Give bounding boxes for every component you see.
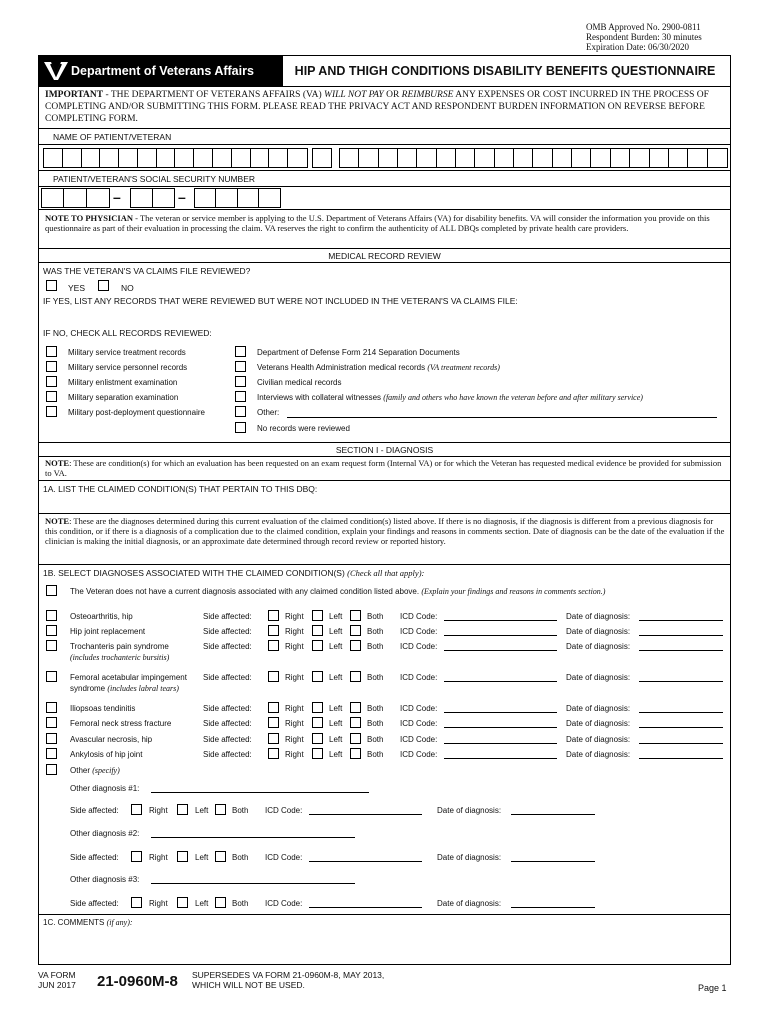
claimed-conditions-field[interactable]: [43, 494, 723, 510]
left-label: Left: [329, 750, 343, 759]
form-title: HIP AND THIGH CONDITIONS DISABILITY BENEFITS QUESTIONNAIRE: [294, 64, 716, 78]
left-checkbox[interactable]: [312, 733, 323, 744]
left-label: Left: [329, 612, 343, 621]
no-diagnosis-text: The Veteran does not have a current diagnosis associated with any claimed condition listed above.: [70, 587, 422, 596]
both-checkbox[interactable]: [350, 702, 361, 713]
left-label: Left: [195, 806, 209, 815]
date-of-diagnosis-label: Date of diagnosis:: [566, 704, 631, 713]
diagnosis-checkbox[interactable]: [46, 702, 57, 713]
diagnosis-label: Avascular necrosis, hip: [70, 735, 153, 744]
ssn-part-2[interactable]: [130, 188, 175, 208]
date-of-diagnosis-field[interactable]: [639, 758, 723, 759]
if-yes-instruction: IF YES, LIST ANY RECORDS THAT WERE REVIEWED BUT WERE NOT INCLUDED IN THE VETERAN'S VA CLAIMS FILE:: [43, 296, 518, 306]
diagnosis-checkbox[interactable]: [46, 625, 57, 636]
icd-code-field[interactable]: [309, 907, 422, 908]
divider: [39, 480, 730, 481]
right-checkbox[interactable]: [268, 702, 279, 713]
diagnosis-checkbox[interactable]: [46, 610, 57, 621]
diagnosis-note: [45, 516, 725, 546]
divider: [39, 456, 730, 457]
right-checkbox[interactable]: [131, 897, 142, 908]
important-text-3: ANY EXPENSES OR COST INCURRED IN THE PROCESS OF COMPLETING AND/OR SUBMITTING THIS FORM. PLEASE READ THE PRIVACY ACT AND RESPONDENT BURDEN INFORMATION ON REVERSE BEFORE COMPLETING FORM.: [45, 90, 709, 124]
left-checkbox[interactable]: [177, 851, 188, 862]
question-1a: 1A. LIST THE CLAIMED CONDITION(S) THAT PERTAIN TO THIS DBQ:: [43, 484, 318, 494]
record-checkbox[interactable]: [46, 361, 57, 372]
note-to-physician: [45, 213, 725, 233]
important-em-1: WILL NOT PAY: [324, 90, 384, 100]
ssn-dash: –: [113, 189, 121, 205]
both-checkbox[interactable]: [215, 897, 226, 908]
no-diagnosis-label: [70, 587, 605, 596]
form-number: 21-0960M-8: [97, 973, 178, 990]
left-checkbox[interactable]: [312, 610, 323, 621]
diagnosis-checkbox[interactable]: [46, 717, 57, 728]
supersedes-line-2: WHICH WILL NOT BE USED.: [192, 980, 305, 990]
icd-code-label: ICD Code:: [400, 642, 438, 651]
date-of-diagnosis-label: Date of diagnosis:: [566, 735, 631, 744]
record-label: No records were reviewed: [257, 424, 350, 433]
side-affected-label: Side affected:: [70, 899, 119, 908]
record-label: Military service treatment records: [68, 348, 186, 357]
omb-info: [586, 22, 702, 52]
diagnosis-checkbox[interactable]: [46, 640, 57, 651]
right-label: Right: [285, 750, 304, 759]
left-label: Left: [329, 735, 343, 744]
both-checkbox[interactable]: [350, 640, 361, 651]
expiration-date: Expiration Date: 06/30/2020: [586, 42, 689, 52]
record-label: Civilian medical records: [257, 378, 342, 387]
divider: [39, 442, 730, 443]
physician-note-text: - The veteran or service member is applying to the U.S. Department of Veterans Affairs (VA) for disability benefits. VA will consider the information you provide on this questionnaire as part of their evaluation in processing the claim. VA reserves the right to confirm the authenticity of ALL DBQs completed by private health care providers.: [45, 213, 710, 233]
form-header: [39, 56, 730, 87]
record-label: [257, 363, 500, 372]
other-diagnosis-checkbox[interactable]: [46, 764, 57, 775]
side-affected-label: Side affected:: [203, 627, 252, 636]
date-of-diagnosis-label: Date of diagnosis:: [566, 750, 631, 759]
record-label: Military enlistment examination: [68, 378, 178, 387]
left-label: Left: [329, 642, 343, 651]
right-checkbox[interactable]: [131, 804, 142, 815]
fai-sublabel-em: (includes labral tears): [107, 684, 179, 693]
both-label: Both: [367, 750, 384, 759]
both-label: Both: [367, 627, 384, 636]
other-label: [70, 766, 120, 775]
both-label: Both: [367, 735, 384, 744]
date-of-diagnosis-label: Date of diagnosis:: [566, 627, 631, 636]
page-number: Page 1: [698, 983, 727, 993]
other-diagnosis-1-field[interactable]: [151, 792, 369, 793]
both-label: Both: [367, 673, 384, 682]
ssn-dash: –: [178, 189, 186, 205]
icd-code-label: ICD Code:: [400, 612, 438, 621]
icd-code-label: ICD Code:: [400, 673, 438, 682]
icd-code-label: ICD Code:: [400, 627, 438, 636]
if-no-instruction: IF NO, CHECK ALL RECORDS REVIEWED:: [43, 328, 212, 338]
agency-name: Department of Veterans Affairs: [71, 64, 254, 78]
diagnosis-label: Hip joint replacement: [70, 627, 146, 636]
note-text: : These are condition(s) for which an evaluation has been requested on an exam request form (Internal VA) or for which the Veteran has requested medical evidence be provided for submission to VA.: [45, 458, 722, 478]
left-checkbox[interactable]: [312, 625, 323, 636]
right-checkbox[interactable]: [268, 717, 279, 728]
record-checkbox[interactable]: [46, 376, 57, 387]
icd-code-field[interactable]: [444, 758, 557, 759]
diagnosis-sublabel: (includes trochanteric bursitis): [70, 653, 170, 662]
diagnosis-checkbox[interactable]: [46, 671, 57, 682]
right-label: Right: [285, 704, 304, 713]
both-label: Both: [232, 853, 249, 862]
important-notice: [45, 89, 725, 125]
record-checkbox[interactable]: [46, 391, 57, 402]
date-of-diagnosis-label: Date of diagnosis:: [566, 719, 631, 728]
both-checkbox[interactable]: [350, 748, 361, 759]
date-of-diagnosis-field[interactable]: [511, 907, 595, 908]
date-of-diagnosis-field[interactable]: [639, 620, 723, 621]
both-label: Both: [367, 642, 384, 651]
side-affected-label: Side affected:: [70, 806, 119, 815]
note-label: NOTE: [45, 458, 70, 468]
icd-code-label: ICD Code:: [400, 750, 438, 759]
icd-code-label: ICD Code:: [265, 806, 303, 815]
both-checkbox[interactable]: [350, 671, 361, 682]
left-label: Left: [329, 704, 343, 713]
icd-code-label: ICD Code:: [400, 719, 438, 728]
date-of-diagnosis-field[interactable]: [639, 681, 723, 682]
record-label: [257, 393, 643, 402]
date-of-diagnosis-label: Date of diagnosis:: [437, 853, 502, 862]
diagnosis-checkbox[interactable]: [46, 733, 57, 744]
record-checkbox[interactable]: [235, 361, 246, 372]
no-checkbox[interactable]: [98, 280, 109, 291]
ssn-label: PATIENT/VETERAN'S SOCIAL SECURITY NUMBER: [53, 174, 256, 184]
date-of-diagnosis-field[interactable]: [639, 635, 723, 636]
important-em-2: REIMBURSE: [401, 90, 454, 100]
respondent-burden: Respondent Burden: 30 minutes: [586, 32, 702, 42]
left-checkbox[interactable]: [312, 717, 323, 728]
other-diagnosis-2-label: Other diagnosis #2:: [70, 829, 140, 838]
other-records-field[interactable]: [287, 417, 717, 418]
right-checkbox[interactable]: [268, 748, 279, 759]
diagnosis-label: Femoral acetabular impingement: [70, 673, 187, 682]
both-checkbox[interactable]: [215, 851, 226, 862]
ssn-part-3[interactable]: [194, 188, 281, 208]
section-1-note: [45, 458, 725, 478]
other-diagnosis-1-label: Other diagnosis #1:: [70, 784, 140, 793]
right-label: Right: [149, 899, 168, 908]
right-label: Right: [285, 719, 304, 728]
record-checkbox[interactable]: [235, 346, 246, 357]
no-diagnosis-em: (Explain your findings and reasons in comments section.): [421, 587, 606, 596]
side-affected-label: Side affected:: [70, 853, 119, 862]
comments-label: [43, 918, 133, 927]
divider: [39, 144, 730, 145]
date-of-diagnosis-field[interactable]: [511, 814, 595, 815]
right-checkbox[interactable]: [131, 851, 142, 862]
icd-code-label: ICD Code:: [400, 735, 438, 744]
divider: [39, 914, 730, 915]
diagnosis-label: Ankylosis of hip joint: [70, 750, 143, 759]
icd-code-field[interactable]: [444, 712, 557, 713]
comments-label-text: 1C. COMMENTS: [43, 918, 107, 927]
note-text: : These are the diagnoses determined during this current evaluation of the claimed condition(s) listed above. If there is no diagnosis, if the diagnosis is different from a previous diagnosis for this condition, or if there is a diagnosis of a complication due to the claimed condition, explain your findings and reasons in comments section. Date of diagnosis can be the date of the evaluation if the clinician is making the initial diagnosis, or an approximate date determined through record review or reported history.: [45, 516, 725, 546]
name-label: NAME OF PATIENT/VETERAN: [53, 132, 172, 142]
other-em: (specify): [92, 766, 120, 775]
important-text-2: OR: [383, 90, 402, 100]
both-label: Both: [367, 704, 384, 713]
right-checkbox[interactable]: [268, 671, 279, 682]
left-checkbox[interactable]: [312, 671, 323, 682]
both-label: Both: [367, 719, 384, 728]
left-checkbox[interactable]: [177, 804, 188, 815]
other-diagnosis-2-field[interactable]: [151, 837, 355, 838]
supersedes-note: [192, 970, 384, 990]
record-label: Other:: [257, 408, 280, 417]
fai-sublabel-text: syndrome: [70, 684, 108, 693]
side-affected-label: Side affected:: [203, 735, 252, 744]
yes-checkbox[interactable]: [46, 280, 57, 291]
interviews-em: (family and others who have known the veteran before and after military service): [383, 393, 643, 402]
icd-code-label: ICD Code:: [265, 899, 303, 908]
supersedes-line-1: SUPERSEDES VA FORM 21-0960M-8, MAY 2013,: [192, 970, 385, 980]
date-of-diagnosis-field[interactable]: [639, 743, 723, 744]
icd-code-field[interactable]: [309, 814, 422, 815]
side-affected-label: Side affected:: [203, 612, 252, 621]
diagnosis-label: Osteoarthritis, hip: [70, 612, 133, 621]
icd-code-field[interactable]: [444, 620, 557, 621]
left-checkbox[interactable]: [312, 640, 323, 651]
record-label: Military service personnel records: [68, 363, 188, 372]
both-label: Both: [367, 612, 384, 621]
icd-code-field[interactable]: [444, 681, 557, 682]
date-of-diagnosis-field[interactable]: [639, 650, 723, 651]
record-checkbox[interactable]: [235, 422, 246, 433]
right-label: Right: [149, 806, 168, 815]
date-of-diagnosis-field[interactable]: [639, 727, 723, 728]
va-records-label: Veterans Health Administration medical records: [257, 363, 428, 372]
icd-code-field[interactable]: [444, 635, 557, 636]
date-of-diagnosis-label: Date of diagnosis:: [566, 642, 631, 651]
comments-label-em: (if any):: [106, 918, 133, 927]
middle-initial-box[interactable]: [312, 148, 332, 168]
diagnosis-checkbox[interactable]: [46, 748, 57, 759]
date-of-diagnosis-field[interactable]: [511, 861, 595, 862]
date-of-diagnosis-label: Date of diagnosis:: [566, 673, 631, 682]
right-checkbox[interactable]: [268, 733, 279, 744]
last-name-grid[interactable]: [43, 148, 308, 168]
divider: [39, 248, 730, 249]
medical-record-review-heading: MEDICAL RECORD REVIEW: [328, 251, 441, 261]
side-affected-label: Side affected:: [203, 704, 252, 713]
right-label: Right: [285, 673, 304, 682]
date-of-diagnosis-field[interactable]: [639, 712, 723, 713]
side-affected-label: Side affected:: [203, 750, 252, 759]
diagnosis-label: Iliopsoas tendinitis: [70, 704, 136, 713]
record-label: Military separation examination: [68, 393, 179, 402]
va-logo: [39, 56, 283, 86]
side-affected-label: Side affected:: [203, 719, 252, 728]
icd-code-field[interactable]: [309, 861, 422, 862]
interviews-label: Interviews with collateral witnesses: [257, 393, 384, 402]
record-checkbox[interactable]: [46, 406, 57, 417]
question-1b: [43, 568, 424, 578]
yes-label: YES: [68, 283, 86, 293]
important-text-1: - THE DEPARTMENT OF VETERANS AFFAIRS (VA): [103, 90, 325, 100]
no-label: NO: [121, 283, 134, 293]
physician-note-label: NOTE TO PHYSICIAN: [45, 213, 134, 223]
question-1b-text: 1B. SELECT DIAGNOSES ASSOCIATED WITH THE CLAIMED CONDITION(S): [43, 568, 348, 578]
side-affected-label: Side affected:: [203, 673, 252, 682]
left-label: Left: [195, 899, 209, 908]
record-checkbox[interactable]: [235, 391, 246, 402]
diagnosis-sublabel: [70, 684, 179, 693]
left-label: Left: [329, 627, 343, 636]
record-label: Department of Defense Form 214 Separation Documents: [257, 348, 460, 357]
question-1b-em: (Check all that apply):: [347, 568, 425, 578]
right-label: Right: [149, 853, 168, 862]
both-checkbox[interactable]: [350, 625, 361, 636]
divider: [39, 170, 730, 171]
date-of-diagnosis-label: Date of diagnosis:: [437, 806, 502, 815]
note-label: NOTE: [45, 516, 70, 526]
both-label: Both: [232, 899, 249, 908]
record-checkbox[interactable]: [46, 346, 57, 357]
right-label: Right: [285, 612, 304, 621]
diagnosis-label: Trochanteris pain syndrome: [70, 642, 169, 651]
important-label: IMPORTANT: [45, 90, 104, 100]
divider: [39, 128, 730, 129]
icd-code-field[interactable]: [444, 727, 557, 728]
divider: [39, 513, 730, 514]
right-label: Right: [285, 735, 304, 744]
left-checkbox[interactable]: [312, 702, 323, 713]
first-name-grid[interactable]: [339, 148, 728, 168]
va-seal-icon: [43, 60, 69, 82]
icd-code-label: ICD Code:: [265, 853, 303, 862]
divider: [39, 186, 730, 187]
omb-number: OMB Approved No. 2900-0811: [586, 22, 701, 32]
icd-code-label: ICD Code:: [400, 704, 438, 713]
right-label: Right: [285, 642, 304, 651]
left-label: Left: [329, 719, 343, 728]
divider: [39, 209, 730, 210]
other-diagnosis-3-field[interactable]: [151, 883, 355, 884]
section-1-heading: SECTION I - DIAGNOSIS: [335, 445, 434, 455]
footer-form-label: [38, 970, 76, 990]
record-checkbox[interactable]: [235, 406, 246, 417]
both-checkbox[interactable]: [215, 804, 226, 815]
diagnosis-label: Femoral neck stress fracture: [70, 719, 172, 728]
other-diagnosis-3-label: Other diagnosis #3:: [70, 875, 140, 884]
form-body: [38, 55, 731, 965]
ssn-part-1[interactable]: [41, 188, 110, 208]
both-checkbox[interactable]: [350, 733, 361, 744]
right-checkbox[interactable]: [268, 610, 279, 621]
record-label: Military post-deployment questionnaire: [68, 408, 205, 417]
left-label: Left: [195, 853, 209, 862]
no-diagnosis-checkbox[interactable]: [46, 585, 57, 596]
right-checkbox[interactable]: [268, 625, 279, 636]
left-label: Left: [329, 673, 343, 682]
divider: [39, 262, 730, 263]
date-of-diagnosis-label: Date of diagnosis:: [437, 899, 502, 908]
left-checkbox[interactable]: [312, 748, 323, 759]
comments-field[interactable]: [43, 930, 725, 960]
both-checkbox[interactable]: [350, 610, 361, 621]
date-of-diagnosis-label: Date of diagnosis:: [566, 612, 631, 621]
record-checkbox[interactable]: [235, 376, 246, 387]
icd-code-field[interactable]: [444, 743, 557, 744]
left-checkbox[interactable]: [177, 897, 188, 908]
divider: [39, 564, 730, 565]
both-checkbox[interactable]: [350, 717, 361, 728]
va-records-em: (VA treatment records): [427, 363, 500, 372]
other-text: Other: [70, 766, 93, 775]
form-date: JUN 2017: [38, 980, 76, 990]
right-checkbox[interactable]: [268, 640, 279, 651]
va-form-label: VA FORM: [38, 970, 76, 980]
both-label: Both: [232, 806, 249, 815]
side-affected-label: Side affected:: [203, 642, 252, 651]
claims-file-question: WAS THE VETERAN'S VA CLAIMS FILE REVIEWED?: [43, 266, 251, 276]
icd-code-field[interactable]: [444, 650, 557, 651]
right-label: Right: [285, 627, 304, 636]
